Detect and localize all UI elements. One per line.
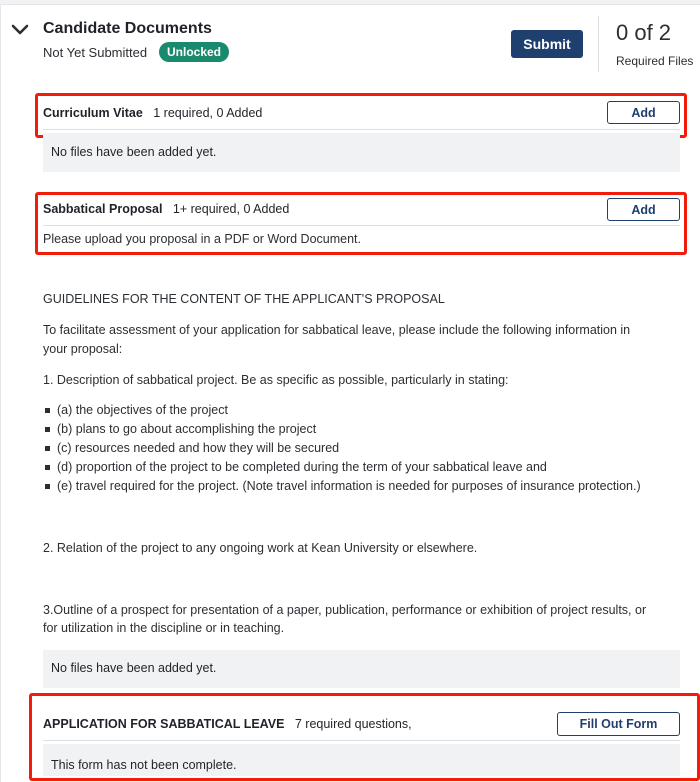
cv-requirement: 1 required, 0 Added [153, 106, 263, 120]
list-item: (d) proportion of the project to be completed during the term of your sabbatical leave and [43, 458, 641, 477]
proposal-title: Sabbatical Proposal [43, 202, 163, 216]
form-requirement: 7 required questions, [294, 717, 412, 731]
required-files-count: 0 of 2 [616, 20, 672, 45]
fill-out-form-button[interactable]: Fill Out Form [557, 712, 680, 736]
cv-divider [43, 129, 680, 130]
form-status: This form has not been complete. [43, 744, 680, 776]
guidelines-intro-line1: To facilitate assessment of your application for sabbatical leave, please include the following information in [43, 323, 631, 337]
bullet-icon [45, 484, 50, 489]
form-title: APPLICATION FOR SABBATICAL LEAVE [43, 717, 285, 731]
submission-status: Not Yet Submitted [43, 45, 148, 60]
list-item: (a) the objectives of the project [43, 401, 641, 420]
required-files-label: Required Files [616, 54, 694, 68]
chevron-down-icon[interactable] [10, 20, 30, 40]
proposal-instruction: Please upload you proposal in a PDF or Word Document. [43, 232, 361, 246]
proposal-add-button[interactable]: Add [607, 198, 680, 221]
header-divider [598, 16, 599, 72]
guideline-bullet-list [43, 401, 641, 496]
bullet-icon [45, 427, 50, 432]
form-divider [43, 740, 680, 741]
guideline-item-3-line1: 3.Outline of a prospect for presentation of a paper, publication, performance or exhibition of project results, or [43, 603, 647, 617]
proposal-divider [43, 225, 680, 226]
section-title: Candidate Documents [43, 20, 212, 37]
guideline-item-3-line2: for utilization in the discipline or in teaching. [43, 621, 285, 635]
status-badge: Unlocked [159, 42, 229, 62]
bullet-icon [45, 408, 50, 413]
proposal-empty-state: No files have been added yet. [43, 650, 680, 688]
guidelines-intro-line2: your proposal: [43, 342, 123, 356]
guideline-item-2: 2. Relation of the project to any ongoing work at Kean University or elsewhere. [43, 541, 478, 555]
proposal-header [43, 202, 289, 216]
proposal-requirement: 1+ required, 0 Added [172, 202, 290, 216]
guideline-item-1: 1. Description of sabbatical project. Be as specific as possible, particularly in stating: [43, 373, 509, 387]
list-item: (e) travel required for the project. (Note travel information is needed for purposes of insurance protection.) [43, 477, 641, 496]
cv-title: Curriculum Vitae [43, 106, 143, 120]
list-item: (c) resources needed and how they will be secured [43, 439, 641, 458]
guidelines-heading: GUIDELINES FOR THE CONTENT OF THE APPLICANT'S PROPOSAL [43, 292, 445, 306]
cv-header [43, 106, 262, 120]
cv-empty-state: No files have been added yet. [43, 133, 680, 172]
bullet-icon [45, 446, 50, 451]
cv-add-button[interactable]: Add [607, 101, 680, 124]
form-header [43, 717, 412, 731]
submit-button[interactable]: Submit [511, 30, 583, 58]
list-item: (b) plans to go about accomplishing the project [43, 420, 641, 439]
bullet-icon [45, 465, 50, 470]
